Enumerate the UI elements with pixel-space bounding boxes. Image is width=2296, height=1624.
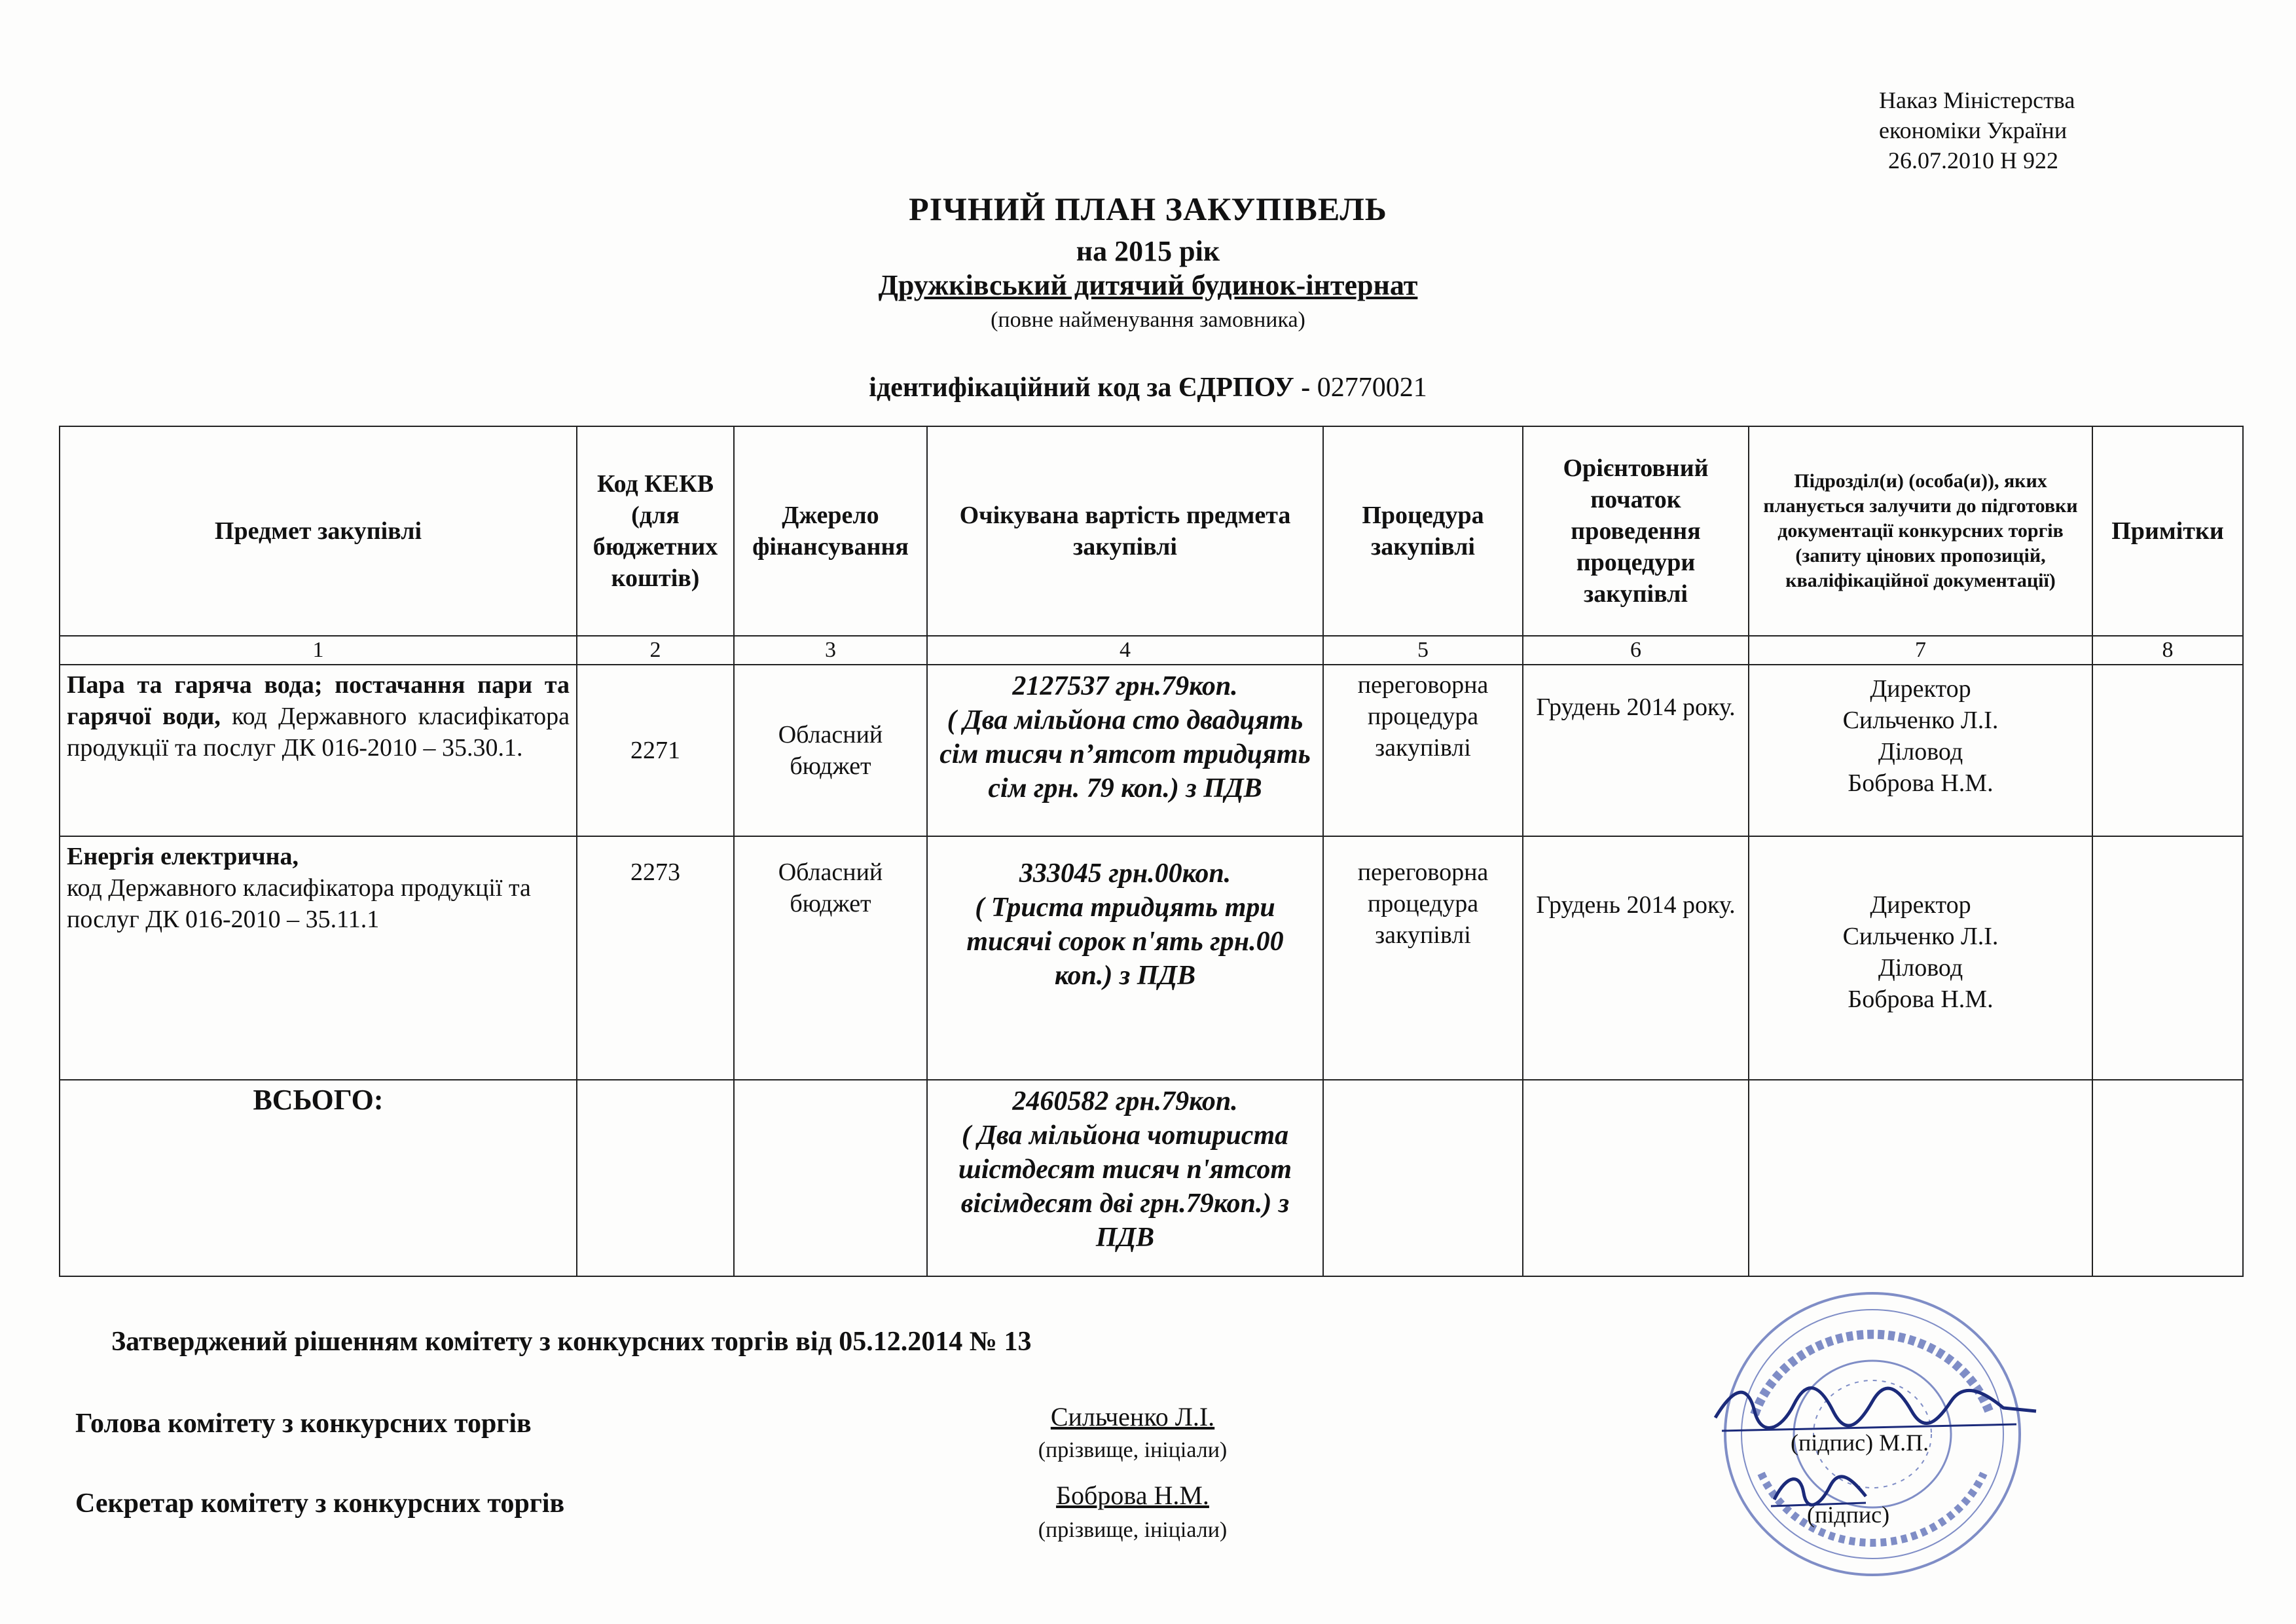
header-start: Орієнтовний початок проведення процедури закупівлі (1523, 426, 1749, 636)
secretary-name: Боброва Н.М. (1056, 1481, 1209, 1510)
row-start: Грудень 2014 року. (1523, 836, 1749, 1080)
edrpou-code: 02770021 (1317, 373, 1427, 403)
total-cost (927, 1080, 1323, 1276)
subject-code: код Державного класифікатора продукції та послуг ДК 016-2010 – 35.11.1 (67, 874, 531, 933)
table-row (60, 665, 2243, 836)
total-persons (1749, 1080, 2092, 1276)
row-notes (2092, 665, 2243, 836)
col-num-3: 3 (734, 636, 927, 665)
col-num-7: 7 (1749, 636, 2092, 665)
row-procedure: переговорна процедура закупівлі (1323, 836, 1523, 1080)
row-subject (60, 665, 577, 836)
col-num-1: 1 (60, 636, 577, 665)
document-title: РІЧНИЙ ПЛАН ЗАКУПІВЕЛЬ (909, 191, 1387, 227)
cost-amount: 2127537 грн.79коп. (1012, 671, 1238, 701)
chair-name: Сильченко Л.І. (1050, 1402, 1215, 1431)
approval-statement: Затверджений рішенням комітету з конкурсних торгів від 05.12.2014 № 13 (111, 1327, 1032, 1357)
person-line: Боброва Н.М. (1848, 769, 1994, 797)
order-line-1: Наказ Міністерства (1879, 87, 2075, 113)
row-cost (927, 665, 1323, 836)
order-line-3: 26.07.2010 Н 922 (1888, 147, 2058, 174)
total-notes (2092, 1080, 2243, 1276)
edrpou-label: ідентифікаційний код за ЄДРПОУ - (869, 373, 1317, 403)
subject-code: код Державного класифікатора продукції та послуг ДК 016-2010 – 35.30.1. (67, 703, 570, 762)
person-line: Сильченко Л.І. (1842, 707, 1999, 734)
secretary-label: Секретар комітету з конкурсних торгів (75, 1488, 565, 1519)
total-label: ВСЬОГО: (60, 1080, 577, 1276)
plan-year: на 2015 рік (1076, 235, 1220, 267)
table-row (60, 836, 2243, 1080)
column-number-row (60, 636, 2243, 665)
header-source: Джерело фінансування (734, 426, 927, 636)
col-num-2: 2 (577, 636, 734, 665)
subject-title: Пара та гаряча вода; постачання пари та гарячої води, (67, 671, 570, 730)
total-cost-amount: 2460582 грн.79коп. (1012, 1086, 1238, 1116)
header-cost: Очікувана вартість предмета закупівлі (927, 426, 1323, 636)
chair-name-hint: (прізвище, ініціали) (1038, 1438, 1228, 1462)
cost-words: ( Триста тридцять три тисячі сорок п'ять грн.00 коп.) з ПДВ (966, 893, 1284, 991)
procurement-table (59, 426, 2244, 1277)
person-line: Діловод (1878, 738, 1963, 766)
header-kekv: Код КЕКВ (для бюджетних коштів) (577, 426, 734, 636)
total-procedure (1323, 1080, 1523, 1276)
row-persons (1749, 665, 2092, 836)
total-row (60, 1080, 2243, 1276)
row-procedure: переговорна процедура закупівлі (1323, 665, 1523, 836)
order-reference (1879, 85, 2075, 175)
row-source: Обласний бюджет (734, 836, 927, 1080)
total-source (734, 1080, 927, 1276)
order-line-2: економіки України (1879, 117, 2068, 143)
col-num-4: 4 (927, 636, 1323, 665)
row-kekv: 2271 (577, 665, 734, 836)
chair-sign-hint: (підпис) М.П. (1791, 1430, 1929, 1456)
person-line: Директор (1870, 675, 1971, 703)
col-num-8: 8 (2092, 636, 2243, 665)
total-start (1523, 1080, 1749, 1276)
subject-title: Енергія електрична, (67, 843, 299, 870)
row-kekv: 2273 (577, 836, 734, 1080)
header-row (60, 426, 2243, 636)
row-persons (1749, 836, 2092, 1080)
edrpou-line (0, 372, 2296, 403)
header-notes: Примітки (2092, 426, 2243, 636)
row-notes (2092, 836, 2243, 1080)
person-line: Сильченко Л.І. (1842, 923, 1999, 950)
total-kekv (577, 1080, 734, 1276)
col-num-5: 5 (1323, 636, 1523, 665)
row-source: Обласний бюджет (734, 665, 927, 836)
row-cost (927, 836, 1323, 1080)
cost-words: ( Два мільйона сто двадцять сім тисяч п’ятсот тридцять сім грн. 79 коп.) з ПДВ (939, 705, 1311, 803)
total-cost-words: ( Два мільйона чотириста шістдесят тисяч п'ятсот вісімдесят дві грн.79коп.) з ПДВ (958, 1120, 1292, 1253)
row-start: Грудень 2014 року. (1523, 665, 1749, 836)
col-num-6: 6 (1523, 636, 1749, 665)
chair-label: Голова комітету з конкурсних торгів (75, 1409, 532, 1439)
secretary-name-hint: (прізвище, ініціали) (1038, 1518, 1228, 1542)
person-line: Директор (1870, 891, 1971, 919)
person-line: Діловод (1878, 954, 1963, 982)
organization-note: (повне найменування замовника) (991, 308, 1305, 332)
organization-name: Дружківський дитячий будинок-інтернат (878, 269, 1418, 301)
person-line: Боброва Н.М. (1848, 986, 1994, 1013)
header-persons: Підрозділ(и) (особа(и)), яких планується залучити до підготовки документації конкурсних торгів (запиту цінових пропозицій, кваліфікаційної документації) (1749, 426, 2092, 636)
header-procedure: Процедура закупівлі (1323, 426, 1523, 636)
secretary-sign-hint: (підпис) (1807, 1502, 1890, 1528)
row-subject (60, 836, 577, 1080)
cost-amount: 333045 грн.00коп. (1019, 858, 1231, 889)
header-subject: Предмет закупівлі (60, 426, 577, 636)
